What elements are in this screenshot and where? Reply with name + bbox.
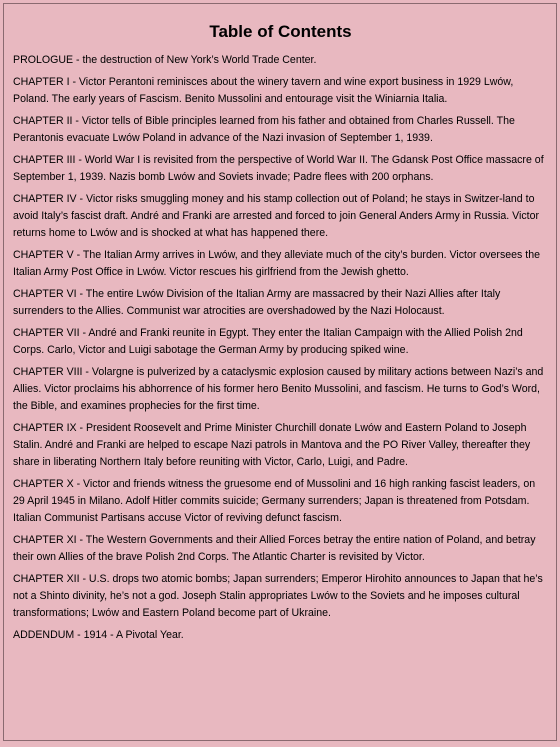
toc-entry-chapter-4: CHAPTER IV - Victor risks smuggling money and his stamp collection out of Poland; he stays in Switzer-land to avoid Italy’s fascist draft. André and Franki are arrested and forced to join General Anders Army in Russia. Victor returns home to Lwów and is shocked at what has happened there. bbox=[13, 193, 540, 239]
toc-entry-chapter-3: CHAPTER III - World War I is revisited from the perspective of World War II. The Gdansk Post Office massacre of September 1, 1939. Nazis bomb Lwów and Soviets invade; Padre flees with 200 orphans. bbox=[13, 154, 544, 183]
toc-entry-chapter-7: CHAPTER VII - André and Franki reunite in Egypt. They enter the Italian Campaign with the Allied Polish 2nd Corps. Carlo, Victor and Luigi sabotage the German Army by producing spiked wine. bbox=[13, 327, 523, 356]
toc-entry-addendum: ADDENDUM - 1914 - A Pivotal Year. bbox=[13, 629, 184, 641]
toc-entry-chapter-6: CHAPTER VI - The entire Lwów Division of the Italian Army are massacred by their Nazi Allies after Italy surrenders to the Allies. Communist war atrocities are overshadowed by the Nazi Holocaust. bbox=[13, 288, 501, 317]
toc-entry-chapter-11: CHAPTER XI - The Western Governments and their Allied Forces betray the entire nation of Poland, and betray their own Allies of the brave Polish 2nd Corps. The Atlantic Charter is revisited by Victor. bbox=[13, 534, 536, 563]
page-title: Table of Contents bbox=[209, 22, 352, 41]
toc-entry-chapter-8: CHAPTER VIII - Volargne is pulverized by a cataclysmic explosion caused by military actions between Nazi’s and Allies. Victor proclaims his abhorrence of his former hero Benito Mussolini, and fascism. He turns to God’s Word, the Bible, and examines prophecies for the first time. bbox=[13, 366, 544, 412]
toc-entry-prologue: PROLOGUE - the destruction of New York’s World Trade Center. bbox=[13, 54, 317, 66]
toc-entry-chapter-12: CHAPTER XII - U.S. drops two atomic bombs; Japan surrenders; Emperor Hirohito announces to Japan that he’s not a Shinto divinity, he’s not a god. Joseph Stalin appropriates Lwów to the Soviets and he imposes cultural transformations; Lwów and Eastern Poland become part of Ukraine. bbox=[13, 573, 543, 619]
toc-entry-chapter-1: CHAPTER I - Victor Perantoni reminisces about the winery tavern and wine export business in 1929 Lwów, Poland. The early years of Fascism. Benito Mussolini and entourage visit the Winiarnia Italia. bbox=[13, 76, 514, 105]
toc-entry-chapter-5: CHAPTER V - The Italian Army arrives in Lwów, and they alleviate much of the city’s burden. Victor oversees the Italian Army Post Office in Lwów. Victor rescues his girlfriend from the Jewish ghetto. bbox=[13, 249, 540, 278]
toc-page bbox=[3, 3, 557, 741]
toc-entry-chapter-10: CHAPTER X - Victor and friends witness the gruesome end of Mussolini and 16 high ranking fascist leaders, on 29 April 1945 in Milano. Adolf Hitler commits suicide; Germany surrenders; Japan is threatened from Potsdam. Italian Communist Partisans accuse Victor of reviving defunct fascism. bbox=[13, 478, 536, 524]
toc-entry-chapter-2: CHAPTER II - Victor tells of Bible principles learned from his father and obtained from Charles Russell. The Perantonis evacuate Lwów Poland in advance of the Nazi invasion of September 1, 1939. bbox=[13, 115, 515, 144]
toc-entry-chapter-9: CHAPTER IX - President Roosevelt and Prime Minister Churchill donate Lwów and Eastern Poland to Joseph Stalin. André and Franki are helped to escape Nazi patrols in Mantova and the PO River Valley, thereafter they share in liberating Northern Italy before reuniting with Victor, Carlo, Luigi, and Padre. bbox=[13, 422, 531, 468]
